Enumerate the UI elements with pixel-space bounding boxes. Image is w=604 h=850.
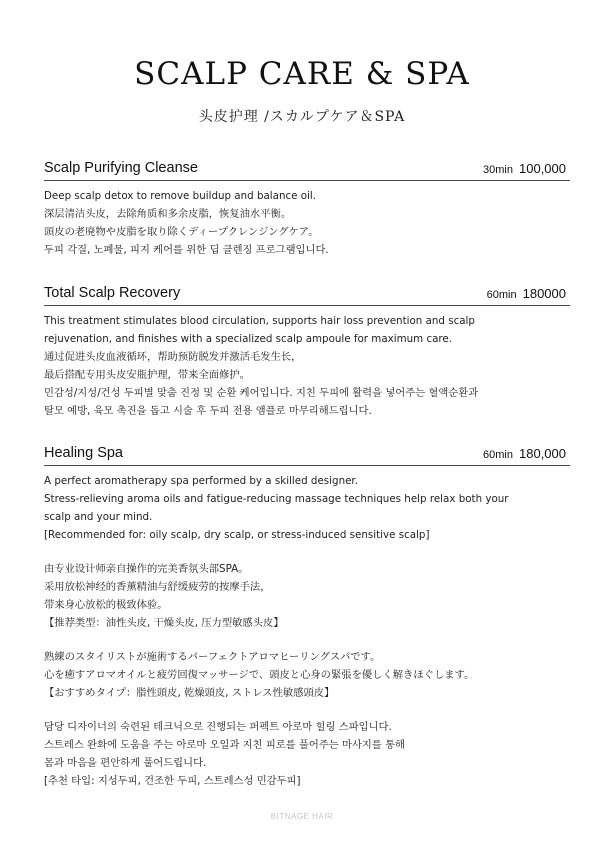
description-line: 【推荐类型：油性头皮, 干燥头皮, 压力型敏感头皮】 <box>44 617 284 629</box>
description-line: 通过促进头皮血液循环，帮助预防脱发并激活毛发生长， <box>44 351 302 363</box>
description-line: 心を癒すアロマオイルと疲労回復マッサージで、頭皮と心身の緊張を優しく解きほぐします。 <box>44 669 475 681</box>
service-description <box>44 187 570 259</box>
description-line: 熟練のスタイリストが施術するパーフェクトアロマヒーリングスパです。 <box>44 651 381 663</box>
line-spacer <box>44 544 570 560</box>
description-line: 탈모 예방, 육모 촉진을 돕고 시술 후 두피 전용 앰플로 마무리해드립니다. <box>44 405 372 417</box>
service-section <box>44 285 570 420</box>
service-name: Total Scalp Recovery <box>44 285 181 301</box>
service-amount: 180,000 <box>519 446 566 461</box>
description-line: 두피 각질, 노폐물, 피지 케어를 위한 딥 클렌징 프로그램입니다. <box>44 244 329 256</box>
description-line: scalp and your mind. <box>44 511 153 523</box>
description-line: 最后搭配专用头皮安瓶护理，带来全面修护。 <box>44 369 250 381</box>
service-price <box>483 446 566 461</box>
line-spacer <box>44 702 570 718</box>
service-amount: 100,000 <box>519 161 566 176</box>
description-line: 민감성/지성/건성 두피별 맞춤 진정 및 순환 케어입니다. 지친 두피에 활력을 넣어주는 혈액순환과 <box>44 387 479 399</box>
description-line: 带来身心放松的极致体验。 <box>44 599 168 611</box>
description-line: [추천 타입: 지성두피, 건조한 두피, 스트레스성 민감두피] <box>44 775 301 787</box>
service-amount: 180000 <box>522 286 566 301</box>
service-description <box>44 312 570 420</box>
description-line: This treatment stimulates blood circulation, supports hair loss prevention and scalp <box>44 315 475 327</box>
service-name: Healing Spa <box>44 445 123 461</box>
service-price <box>487 286 566 301</box>
description-line: 頭皮の老廃物や皮脂を取り除くディープクレンジングケア。 <box>44 226 319 238</box>
service-duration: 30min <box>483 164 513 176</box>
service-header <box>44 285 570 306</box>
service-header <box>44 445 570 466</box>
footer-brand: BITNAGE HAIR <box>270 812 334 821</box>
service-section <box>44 160 570 259</box>
service-duration: 60min <box>483 449 513 461</box>
description-line: 由专业设计师亲自操作的完美香氛头部SPA。 <box>44 563 249 575</box>
description-line: A perfect aromatherapy spa performed by a skilled designer. <box>44 475 358 487</box>
description-line: 몸과 마음을 편안하게 풀어드립니다. <box>44 757 207 769</box>
service-name: Scalp Purifying Cleanse <box>44 160 198 176</box>
service-price <box>483 161 566 176</box>
service-duration: 60min <box>486 289 517 301</box>
description-line: 【おすすめタイプ：脂性頭皮, 乾燥頭皮, ストレス性敏感頭皮】 <box>44 687 335 699</box>
service-header <box>44 160 570 181</box>
description-line: Stress-relieving aroma oils and fatigue-reducing massage techniques help relax both your <box>44 493 509 505</box>
service-description <box>44 472 570 790</box>
description-line: Deep scalp detox to remove buildup and balance oil. <box>44 190 317 202</box>
service-section <box>44 445 570 790</box>
description-line: 담당 디자이너의 숙련된 테크닉으로 진행되는 퍼펙트 아로마 힐링 스파입니다. <box>44 721 392 733</box>
description-line: 深层清洁头皮，去除角质和多余皮脂，恢复油水平衡。 <box>44 208 292 220</box>
line-spacer <box>44 632 570 648</box>
description-line: [Recommended for: oily scalp, dry scalp, or stress-induced sensitive scalp] <box>44 529 430 541</box>
description-line: 采用放松神经的香薰精油与舒缓疲劳的按摩手法， <box>44 581 271 593</box>
page-title: SCALP CARE & SPA <box>134 56 470 92</box>
description-line: 스트레스 완화에 도움을 주는 아로마 오일과 지친 피로를 풀어주는 마사지를 통해 <box>44 739 405 751</box>
description-line: rejuvenation, and finishes with a specialized scalp ampoule for maximum care. <box>44 333 453 345</box>
page-subtitle: 头皮护理 /スカルプケア＆SPA <box>198 109 406 125</box>
